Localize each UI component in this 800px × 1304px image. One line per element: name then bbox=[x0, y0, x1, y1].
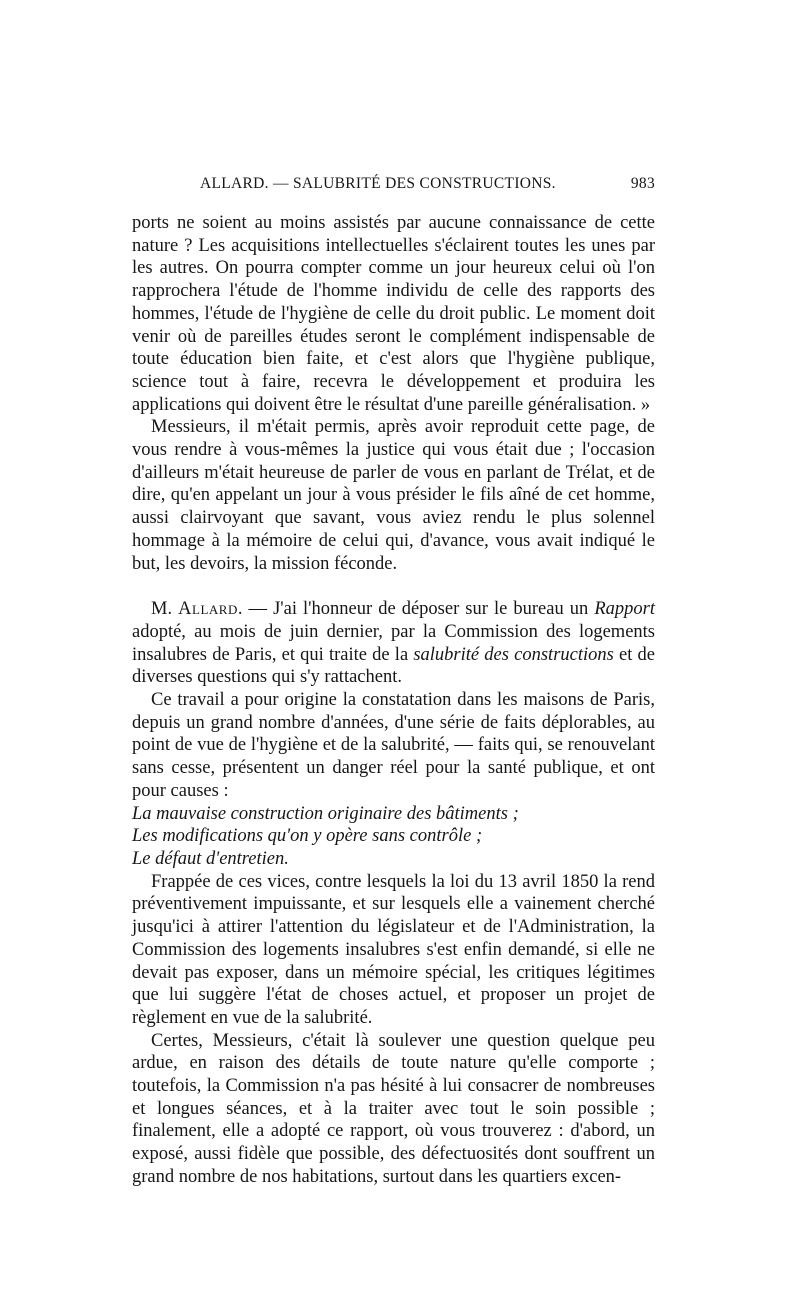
paragraph-continuation: ports ne soient au moins assistés par aucune connaissance de cette nature ? Les acquisitions intellectuelles s'éclairent toutes les unes par les autres. On pourra compter comme un jour heureux celui où l'on rapprochera l'étude de l'homme individu de celle des rapports des hommes, l'étude de l'hygiène de celle du droit public. Le moment doit venir où de pareilles études seront le complément indispensable de toute éducation bien faite, et c'est alors que l'hygiène publique, science tout à faire, recevra le développement et produira les applications qui doivent être le résultat d'une pareille généralisation. » bbox=[132, 213, 655, 415]
cause-item: Le défaut d'entretien. bbox=[132, 848, 289, 869]
running-title: ALLARD. — SALUBRITÉ DES CONSTRUCTIONS. bbox=[200, 175, 556, 192]
report-text-2: adopté, au mois de juin dernier, par la Commission des logements insalubres de Paris, et qui traite de la bbox=[132, 621, 655, 665]
paragraph-allard-report bbox=[132, 598, 655, 689]
speaker-prefix: M. bbox=[151, 599, 179, 620]
page-body bbox=[132, 212, 655, 1189]
paragraph-certes: Certes, Messieurs, c'était là soulever une question quelque peu ardue, en raison des détails de toute nature qu'elle comporte ; toutefois, la Commission n'a pas hésité à lui consacrer de nombreuses et longues séances, et à la traiter avec tout le soin possible ; finalement, elle a adopté ce rapport, où vous trouverez : d'abord, un exposé, aussi fidèle que possible, des défectuosités dont souffrent un grand nombre de nos habitations, surtout dans les quartiers excen- bbox=[132, 1030, 655, 1187]
paragraph-vices: Frappée de ces vices, contre lesquels la loi du 13 avril 1850 la rend préventivement impuissante, et sur lesquels elle a vainement cherché jusqu'ici à attirer l'attention du législateur et de l'Administration, la Commission des logements insalubres s'est enfin demandé, si elle ne devait pas exposer, dans un mémoire spécial, les critiques légitimes que lui suggère l'état de choses actuel, et proposer un projet de règlement en vue de la salubrité. bbox=[132, 871, 655, 1028]
cause-item: La mauvaise construction originaire des bâtiments ; bbox=[132, 803, 519, 824]
report-subject: salubrité des constructions bbox=[413, 644, 614, 665]
report-text-1: . — J'ai l'honneur de déposer sur le bureau un bbox=[237, 599, 595, 620]
section-gap bbox=[132, 575, 655, 598]
report-text-3: et de diverses questions qui s'y rattachent. bbox=[132, 644, 656, 688]
paragraph-messieurs: Messieurs, il m'était permis, après avoir reproduit cette page, de vous rendre à vous-mêmes la justice qui vous était due ; l'occasion d'ailleurs m'était heureuse de parler de vous en parlant de Trélat, et de dire, qu'en appelant un jour à vous présider le fils aîné de cet homme, aussi clairvoyant que savant, vous aviez rendu le plus solennel hommage à la mémoire de celui qui, d'avance, vous avait indiqué le but, les devoirs, la mission féconde. bbox=[132, 417, 655, 574]
cause-item: Les modifications qu'on y opère sans contrôle ; bbox=[132, 826, 483, 847]
speaker-name: Allard bbox=[178, 599, 238, 620]
paragraph-origin: Ce travail a pour origine la constatation dans les maisons de Paris, depuis un grand nombre d'années, d'une série de faits déplorables, au point de vue de l'hygiène et de la salubrité, — faits qui, se renouvelant sans cesse, présentent un danger réel pour la santé publique, et ont pour causes : bbox=[132, 690, 655, 801]
report-title-word: Rapport bbox=[594, 599, 655, 620]
page-number: 983 bbox=[630, 175, 655, 192]
